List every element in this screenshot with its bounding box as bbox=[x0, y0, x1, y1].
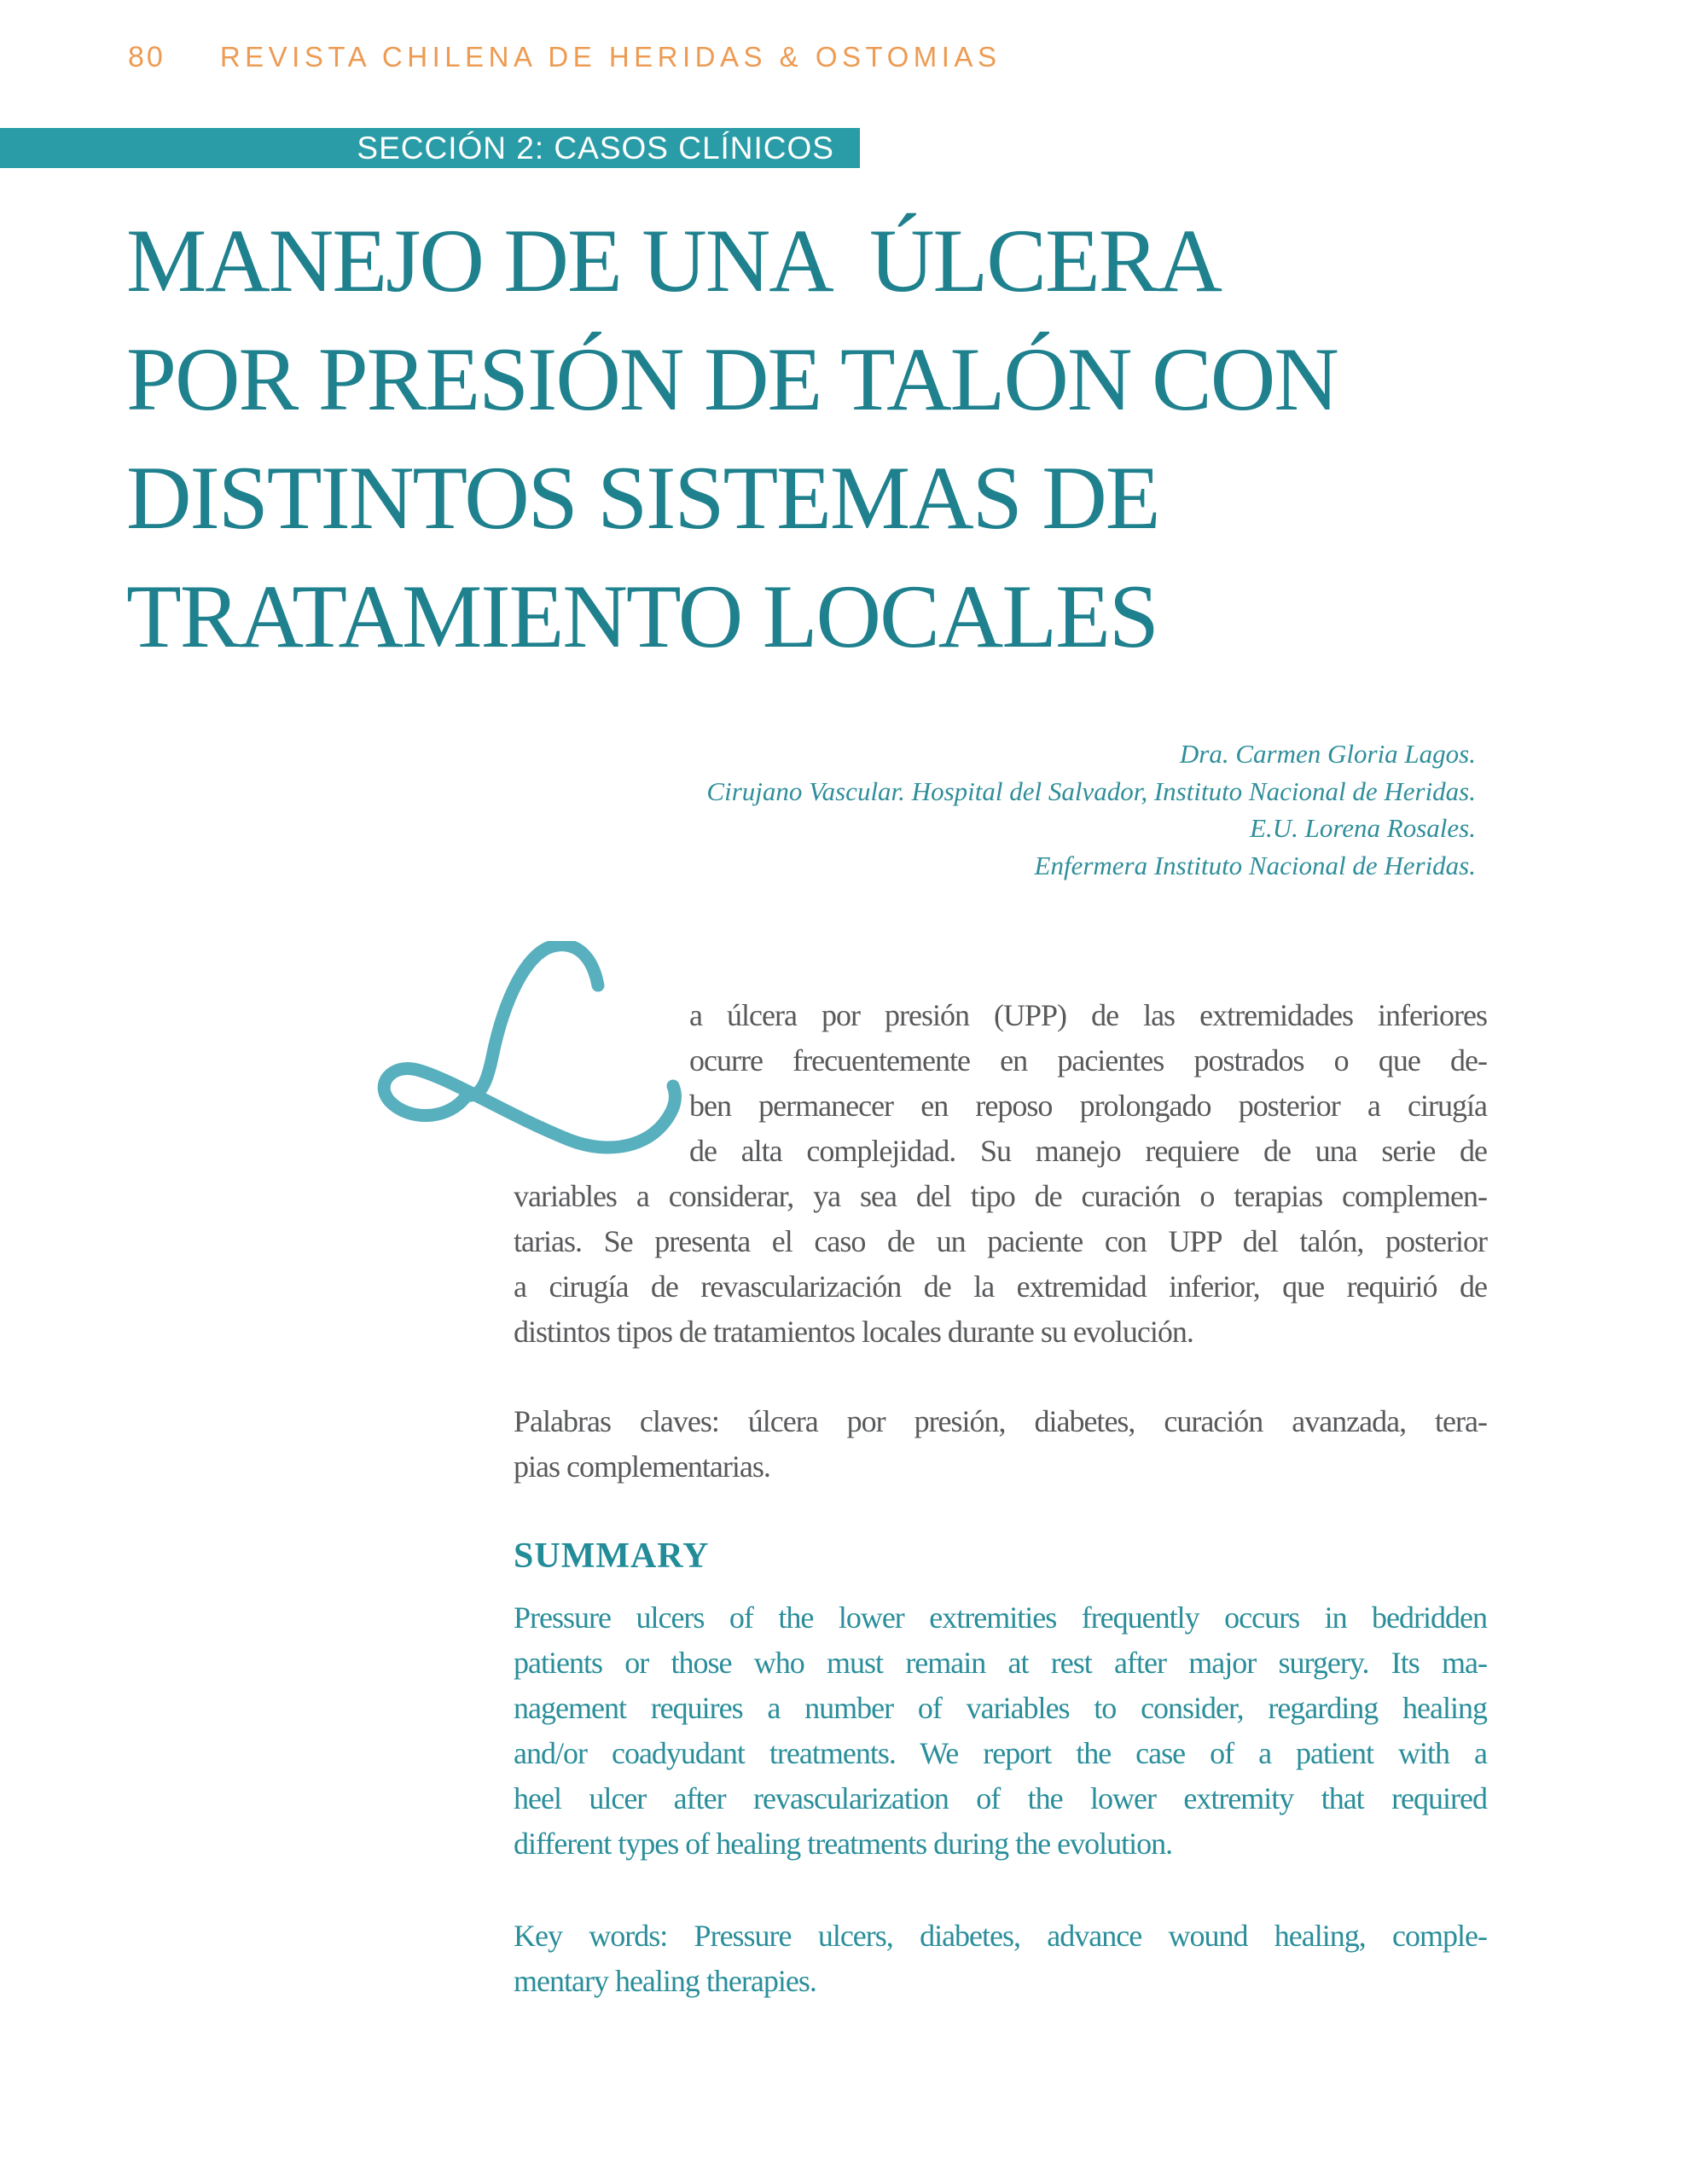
keywords-en-line: Key words: Pressure ulcers, diabetes, advance wound healing, comple- bbox=[514, 1919, 1487, 1953]
summary-paragraph bbox=[514, 1595, 1487, 1867]
masthead bbox=[128, 41, 1001, 74]
keywords-es-line: Palabras claves: úlcera por presión, diabetes, curación avanzada, tera- bbox=[514, 1404, 1487, 1438]
intro-paragraph-indented bbox=[689, 993, 1487, 1174]
article-title-line: POR PRESIÓN DE TALÓN CON bbox=[126, 329, 1338, 429]
summary-line: heel ulcer after revascularization of the lower extremity that required bbox=[514, 1781, 1487, 1815]
intro-line: de alta complejidad. Su manejo requiere de una serie de bbox=[689, 1134, 1487, 1168]
summary-line: and/or coadyudant treatments. We report the case of a patient with a bbox=[514, 1736, 1487, 1770]
intro-line: a cirugía de revascularización de la extremidad inferior, que requirió de bbox=[514, 1269, 1487, 1304]
intro-line: variables a considerar, ya sea del tipo de curación o terapias complemen- bbox=[514, 1179, 1487, 1213]
intro-line: ben permanecer en reposo prolongado posterior a cirugía bbox=[689, 1089, 1487, 1123]
section-label: SECCIÓN 2: CASOS CLÍNICOS bbox=[357, 130, 834, 166]
intro-paragraph-full bbox=[514, 1174, 1487, 1355]
article-title-line: DISTINTOS SISTEMAS DE bbox=[126, 448, 1159, 548]
summary-line: different types of healing treatments during the evolution. bbox=[514, 1827, 1173, 1861]
authors-block bbox=[706, 735, 1476, 884]
intro-line: ocurre frecuentemente en pacientes postrados o que de- bbox=[689, 1043, 1487, 1077]
summary-line: patients or those who must remain at rest after major surgery. Its ma- bbox=[514, 1646, 1487, 1680]
section-band bbox=[0, 128, 860, 168]
article-title-line: MANEJO DE UNA ÚLCERA bbox=[126, 211, 1221, 311]
summary-heading: SUMMARY bbox=[514, 1536, 710, 1576]
author-line: E.U. Lorena Rosales. bbox=[1250, 813, 1476, 843]
article-title-line: TRATAMIENTO LOCALES bbox=[126, 566, 1158, 666]
journal-title: REVISTA CHILENA DE HERIDAS & OSTOMIAS bbox=[219, 41, 1002, 73]
author-line: Cirujano Vascular. Hospital del Salvador, Instituto Nacional de Heridas. bbox=[706, 775, 1476, 806]
page-number: 80 bbox=[128, 41, 165, 73]
intro-line: distintos tipos de tratamientos locales durante su evolución. bbox=[514, 1315, 1193, 1349]
intro-line: tarias. Se presenta el caso de un paciente con UPP del talón, posterior bbox=[514, 1224, 1487, 1258]
author-line: Dra. Carmen Gloria Lagos. bbox=[1179, 739, 1476, 769]
summary-line: Pressure ulcers of the lower extremities frequently occurs in bedridden bbox=[514, 1600, 1487, 1635]
script-l-icon bbox=[371, 941, 682, 1154]
keywords-en bbox=[514, 1914, 1487, 2004]
drop-cap-script-l bbox=[371, 941, 682, 1159]
intro-line: a úlcera por presión (UPP) de las extremidades inferiores bbox=[689, 998, 1487, 1032]
keywords-es-line: pias complementarias. bbox=[514, 1449, 770, 1484]
keywords-en-line: mentary healing therapies. bbox=[514, 1964, 816, 1998]
article-title bbox=[126, 201, 1338, 676]
summary-line: nagement requires a number of variables to consider, regarding healing bbox=[514, 1691, 1487, 1725]
author-line: Enfermera Instituto Nacional de Heridas. bbox=[1034, 850, 1476, 880]
keywords-es bbox=[514, 1399, 1487, 1490]
